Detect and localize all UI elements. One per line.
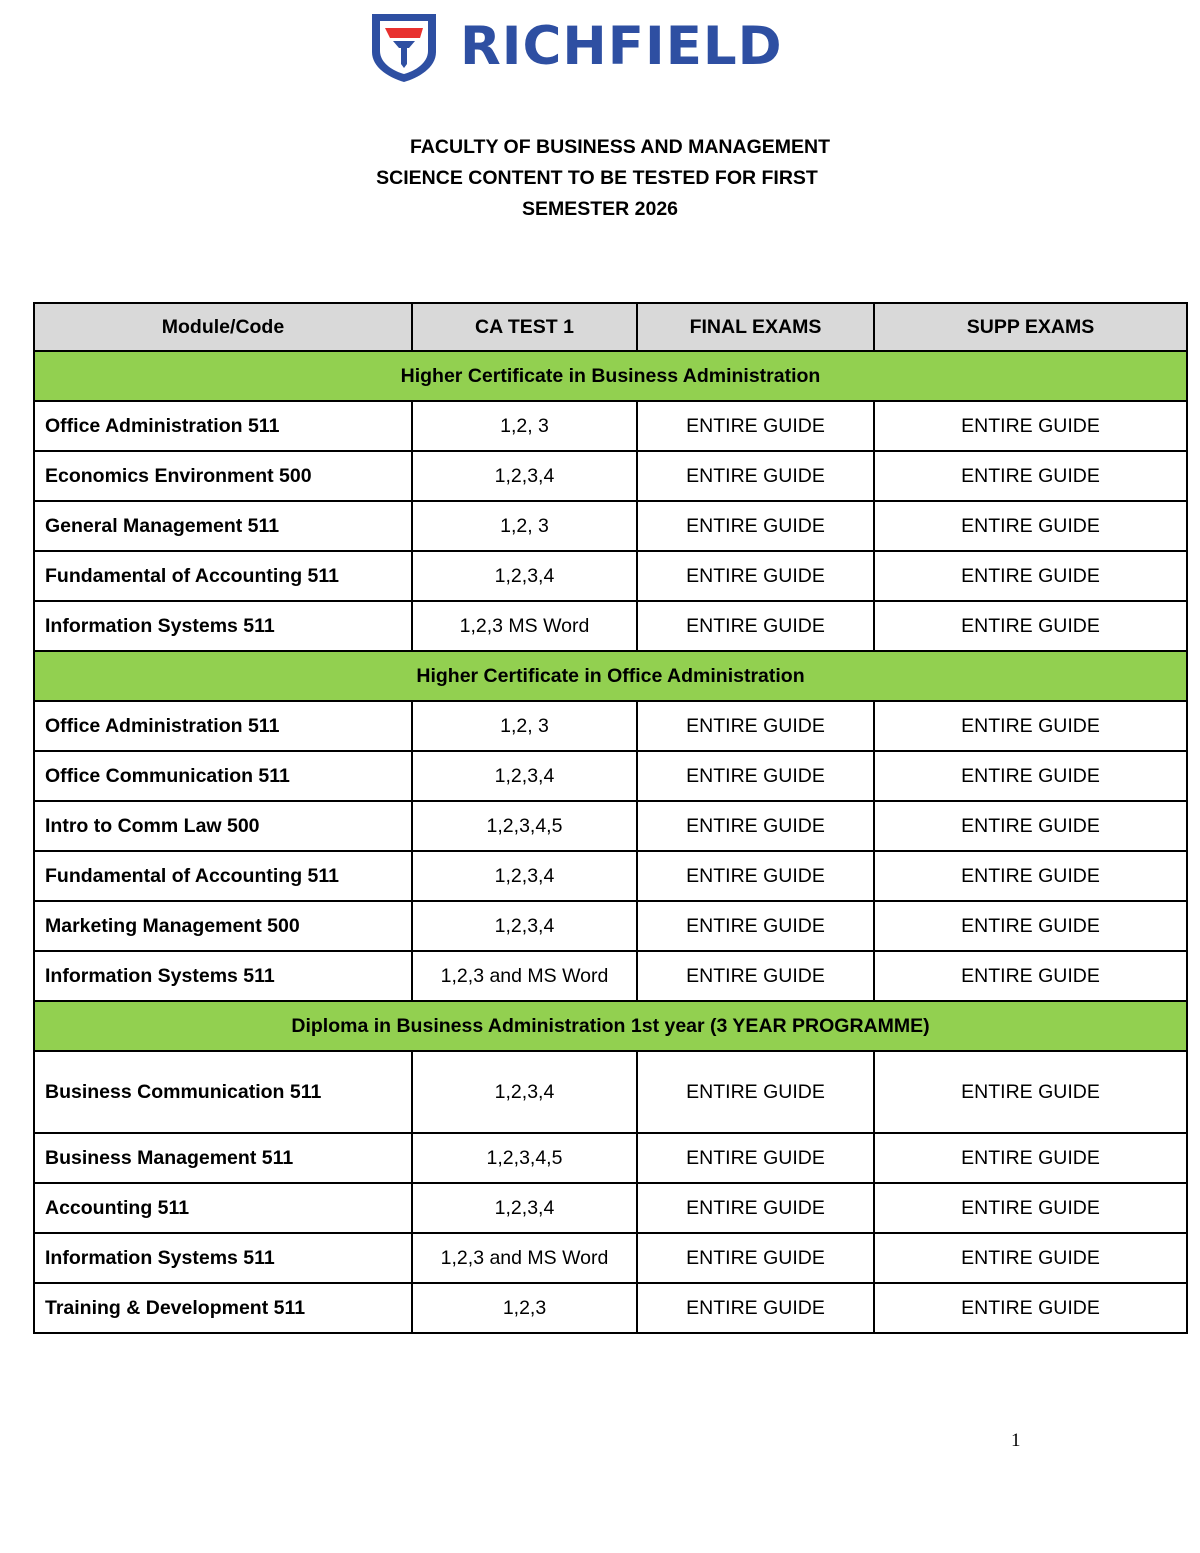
- table-row: [34, 1051, 1187, 1133]
- final-cell: ENTIRE GUIDE: [637, 1183, 874, 1233]
- header-ca-test: CA TEST 1: [412, 303, 637, 351]
- final-cell: ENTIRE GUIDE: [637, 601, 874, 651]
- header-final-exams: FINAL EXAMS: [637, 303, 874, 351]
- richfield-logo: [366, 8, 783, 84]
- supp-cell: ENTIRE GUIDE: [874, 501, 1187, 551]
- supp-cell: ENTIRE GUIDE: [874, 1133, 1187, 1183]
- ca-cell: 1,2,3: [412, 1283, 637, 1333]
- ca-cell: 1,2,3,4: [412, 901, 637, 951]
- table-row: [34, 901, 1187, 951]
- heading-line-2: SCIENCE CONTENT TO BE TESTED FOR FIRST: [376, 167, 818, 189]
- ca-cell: 1,2,3,4: [412, 451, 637, 501]
- module-cell: Economics Environment 500: [34, 451, 412, 501]
- module-cell: Office Communication 511: [34, 751, 412, 801]
- final-cell: ENTIRE GUIDE: [637, 1051, 874, 1133]
- ca-cell: 1,2,3,4,5: [412, 801, 637, 851]
- final-cell: ENTIRE GUIDE: [637, 501, 874, 551]
- supp-cell: ENTIRE GUIDE: [874, 1233, 1187, 1283]
- page-number: 1: [1011, 1430, 1021, 1451]
- final-cell: ENTIRE GUIDE: [637, 1283, 874, 1333]
- module-cell: Intro to Comm Law 500: [34, 801, 412, 851]
- supp-cell: ENTIRE GUIDE: [874, 551, 1187, 601]
- table-row: [34, 1233, 1187, 1283]
- supp-cell: ENTIRE GUIDE: [874, 1183, 1187, 1233]
- module-cell: Business Communication 511: [34, 1051, 412, 1133]
- table-row: [34, 701, 1187, 751]
- section-row: [34, 1001, 1187, 1051]
- assessment-table: [33, 302, 1188, 1334]
- ca-cell: 1,2,3,4: [412, 1051, 637, 1133]
- module-cell: Information Systems 511: [34, 601, 412, 651]
- header-supp-exams: SUPP EXAMS: [874, 303, 1187, 351]
- table-row: [34, 551, 1187, 601]
- supp-cell: ENTIRE GUIDE: [874, 1283, 1187, 1333]
- supp-cell: ENTIRE GUIDE: [874, 951, 1187, 1001]
- ca-cell: 1,2, 3: [412, 701, 637, 751]
- ca-cell: 1,2,3,4: [412, 851, 637, 901]
- ca-cell: 1,2,3,4,5: [412, 1133, 637, 1183]
- module-cell: Fundamental of Accounting 511: [34, 551, 412, 601]
- supp-cell: ENTIRE GUIDE: [874, 701, 1187, 751]
- table-row: [34, 401, 1187, 451]
- final-cell: ENTIRE GUIDE: [637, 851, 874, 901]
- module-cell: Business Management 511: [34, 1133, 412, 1183]
- module-cell: Information Systems 511: [34, 951, 412, 1001]
- module-cell: Training & Development 511: [34, 1283, 412, 1333]
- ca-cell: 1,2,3 and MS Word: [412, 1233, 637, 1283]
- final-cell: ENTIRE GUIDE: [637, 1233, 874, 1283]
- header-module: Module/Code: [34, 303, 412, 351]
- module-cell: Accounting 511: [34, 1183, 412, 1233]
- module-cell: General Management 511: [34, 501, 412, 551]
- table-row: [34, 801, 1187, 851]
- final-cell: ENTIRE GUIDE: [637, 401, 874, 451]
- table-row: [34, 1133, 1187, 1183]
- supp-cell: ENTIRE GUIDE: [874, 801, 1187, 851]
- table-row: [34, 451, 1187, 501]
- table-row: [34, 951, 1187, 1001]
- section-row: [34, 651, 1187, 701]
- final-cell: ENTIRE GUIDE: [637, 901, 874, 951]
- table-header-row: [34, 303, 1187, 351]
- final-cell: ENTIRE GUIDE: [637, 1133, 874, 1183]
- ca-cell: 1,2,3 and MS Word: [412, 951, 637, 1001]
- brand-name: RICHFIELD: [460, 15, 783, 77]
- heading-line-3: SEMESTER 2026: [521, 198, 679, 220]
- heading-line-1: FACULTY OF BUSINESS AND MANAGEMENT: [410, 136, 830, 158]
- table-row: [34, 601, 1187, 651]
- ca-cell: 1,2, 3: [412, 501, 637, 551]
- supp-cell: ENTIRE GUIDE: [874, 451, 1187, 501]
- shield-icon: [366, 8, 442, 84]
- supp-cell: ENTIRE GUIDE: [874, 401, 1187, 451]
- table-row: [34, 501, 1187, 551]
- ca-cell: 1,2,3 MS Word: [412, 601, 637, 651]
- final-cell: ENTIRE GUIDE: [637, 701, 874, 751]
- supp-cell: ENTIRE GUIDE: [874, 751, 1187, 801]
- final-cell: ENTIRE GUIDE: [637, 801, 874, 851]
- final-cell: ENTIRE GUIDE: [637, 551, 874, 601]
- table-row: [34, 751, 1187, 801]
- final-cell: ENTIRE GUIDE: [637, 951, 874, 1001]
- ca-cell: 1,2,3,4: [412, 1183, 637, 1233]
- ca-cell: 1,2,3,4: [412, 551, 637, 601]
- table-row: [34, 1283, 1187, 1333]
- supp-cell: ENTIRE GUIDE: [874, 601, 1187, 651]
- supp-cell: ENTIRE GUIDE: [874, 901, 1187, 951]
- ca-cell: 1,2,3,4: [412, 751, 637, 801]
- final-cell: ENTIRE GUIDE: [637, 451, 874, 501]
- module-cell: Marketing Management 500: [34, 901, 412, 951]
- table-row: [34, 1183, 1187, 1233]
- module-cell: Office Administration 511: [34, 701, 412, 751]
- document-heading: [0, 132, 1200, 225]
- section-title: Diploma in Business Administration 1st year (3 YEAR PROGRAMME): [34, 1001, 1187, 1051]
- section-title: Higher Certificate in Business Administration: [34, 351, 1187, 401]
- final-cell: ENTIRE GUIDE: [637, 751, 874, 801]
- module-cell: Information Systems 511: [34, 1233, 412, 1283]
- module-cell: Office Administration 511: [34, 401, 412, 451]
- supp-cell: ENTIRE GUIDE: [874, 851, 1187, 901]
- ca-cell: 1,2, 3: [412, 401, 637, 451]
- table-row: [34, 851, 1187, 901]
- module-cell: Fundamental of Accounting 511: [34, 851, 412, 901]
- supp-cell: ENTIRE GUIDE: [874, 1051, 1187, 1133]
- section-title: Higher Certificate in Office Administration: [34, 651, 1187, 701]
- section-row: [34, 351, 1187, 401]
